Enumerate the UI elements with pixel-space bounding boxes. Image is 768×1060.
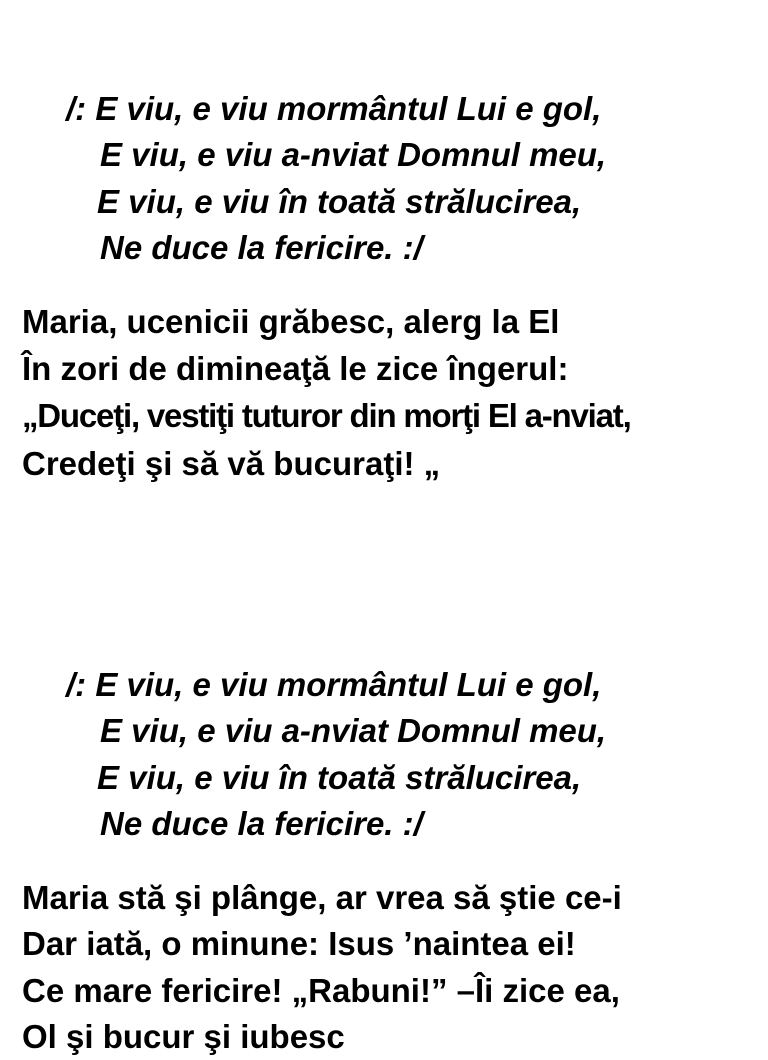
chorus-line: E viu, e viu în toată strălucirea, bbox=[97, 183, 582, 220]
chorus-line: /: E viu, e viu mormântul Lui e gol, bbox=[66, 90, 602, 127]
chorus-line: E viu, e viu a-nviat Domnul meu, bbox=[100, 712, 607, 749]
verse-line: Maria stă şi plânge, ar vrea să ştie ce-i bbox=[22, 879, 622, 916]
verse-line: Maria, ucenicii grăbesc, alerg la El bbox=[22, 303, 560, 340]
verse-line: Ce mare fericire! „Rabuni!” –Îi zice ea, bbox=[22, 972, 620, 1009]
chorus-line: /: E viu, e viu mormântul Lui e gol, bbox=[66, 666, 602, 703]
verse-line: În zori de dimineaţă le zice îngerul: bbox=[22, 350, 569, 387]
chorus-line: E viu, e viu a-nviat Domnul meu, bbox=[100, 136, 607, 173]
verse-line: Dar iată, o minune: Isus ’naintea ei! bbox=[22, 925, 576, 962]
verse-line: Credeţi şi să vă bucuraţi! „ bbox=[22, 445, 441, 482]
chorus-line: Ne duce la fericire. :/ bbox=[100, 805, 423, 842]
verse-line: Ol şi bucur şi iubesc bbox=[22, 1018, 345, 1055]
verse-line: „Duceţi, vestiţi tuturor din morţi El a-nviat, bbox=[22, 397, 631, 434]
chorus-line: Ne duce la fericire. :/ bbox=[100, 229, 423, 266]
chorus-line: E viu, e viu în toată strălucirea, bbox=[97, 759, 582, 796]
